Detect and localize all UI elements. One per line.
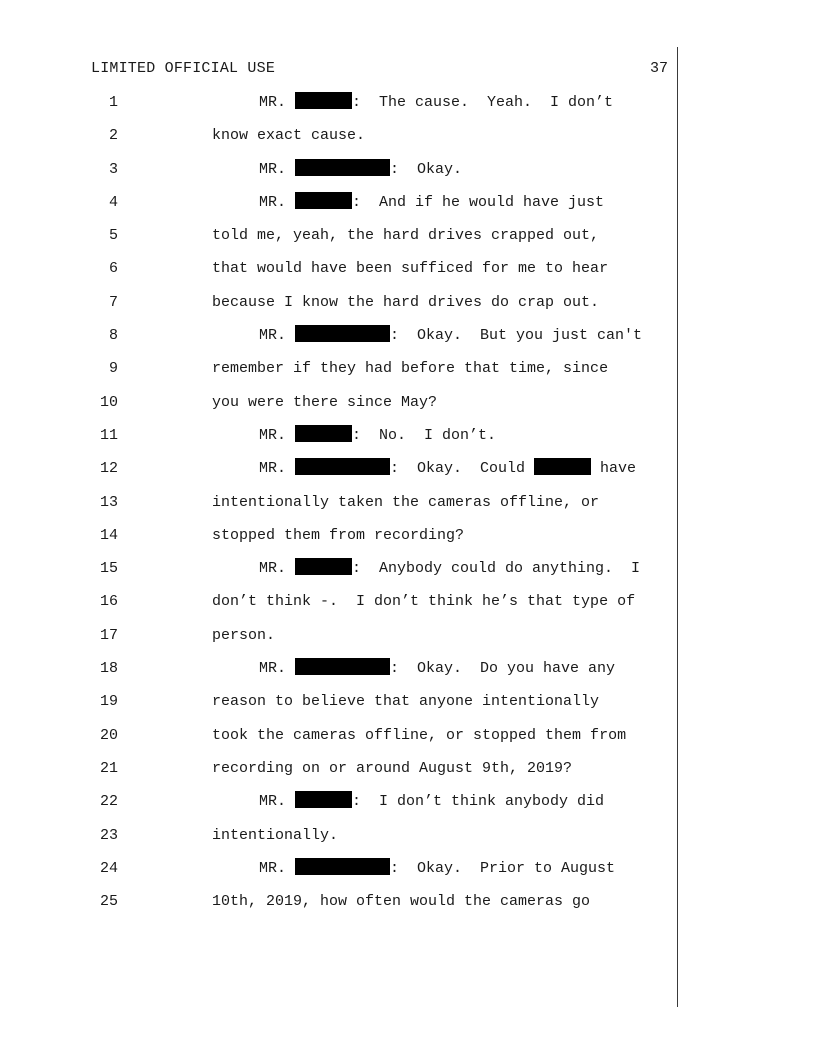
- line-number: 10: [99, 393, 118, 411]
- text-segment: : The cause. Yeah. I don’t: [352, 94, 614, 111]
- text-segment: MR.: [259, 160, 296, 178]
- line-text: [212, 691, 599, 713]
- transcript-line: [0, 92, 700, 125]
- line-text: [212, 258, 608, 280]
- text-segment: intentionally.: [212, 826, 339, 844]
- text-segment: know exact cause.: [212, 127, 366, 145]
- line-text: [212, 292, 599, 314]
- text-segment: remember if they had before that time, since: [212, 360, 609, 378]
- text-segment: : Okay. Could: [390, 460, 535, 478]
- transcript-line: [0, 492, 700, 525]
- text-segment: told me, yeah, the hard drives crapped out,: [212, 227, 600, 245]
- text-segment: : And if he would have just: [352, 193, 605, 211]
- line-number: 7: [108, 293, 118, 311]
- line-text: [259, 92, 613, 114]
- line-number: 3: [108, 160, 118, 178]
- text-segment: because I know the hard drives do crap out.: [212, 293, 600, 311]
- text-segment: : No. I don’t.: [352, 426, 497, 444]
- text-segment: MR.: [259, 327, 296, 345]
- transcript-line: [0, 358, 700, 391]
- classification-header: LIMITED OFFICIAL USE: [91, 60, 276, 77]
- line-number: 22: [99, 793, 118, 811]
- redaction-block: [295, 858, 390, 875]
- text-segment: MR.: [259, 460, 296, 478]
- redaction-block: [295, 425, 352, 442]
- transcript-line: [0, 159, 700, 192]
- line-number: 11: [99, 426, 118, 444]
- line-text: [259, 658, 615, 680]
- text-segment: : Okay.: [390, 160, 463, 178]
- line-number: 20: [99, 726, 118, 744]
- transcript-line: [0, 825, 700, 858]
- transcript-line: [0, 225, 700, 258]
- text-segment: MR.: [259, 859, 296, 877]
- transcript-line: [0, 525, 700, 558]
- transcript-line: [0, 258, 700, 291]
- line-text: [212, 225, 599, 247]
- redaction-block: [295, 458, 390, 475]
- line-number: 8: [108, 327, 118, 345]
- transcript-line: [0, 392, 700, 425]
- text-segment: took the cameras offline, or stopped them from: [212, 726, 627, 744]
- redaction-block: [295, 558, 352, 575]
- text-segment: 10th, 2019, how often would the cameras go: [212, 893, 591, 911]
- text-segment: MR.: [259, 793, 296, 811]
- transcript-line: [0, 425, 700, 458]
- transcript-line: [0, 192, 700, 225]
- text-segment: recording on or around August 9th, 2019?: [212, 759, 573, 777]
- line-text: [212, 891, 590, 913]
- transcript-line: [0, 658, 700, 691]
- line-number: 19: [99, 693, 118, 711]
- text-segment: MR.: [259, 94, 296, 111]
- line-text: [212, 825, 338, 847]
- line-number: 14: [99, 526, 118, 544]
- page-number: 37: [649, 60, 668, 77]
- transcript-line: [0, 858, 700, 891]
- redaction-block: [295, 192, 352, 209]
- redaction-block: [295, 92, 352, 109]
- line-number: 23: [99, 826, 118, 844]
- line-number: 25: [99, 893, 118, 911]
- line-text: [212, 125, 365, 147]
- text-segment: you were there since May?: [212, 393, 438, 411]
- transcript-line: [0, 591, 700, 624]
- line-number: 18: [99, 660, 118, 678]
- redaction-block: [295, 791, 352, 808]
- line-text: [212, 358, 608, 380]
- text-segment: stopped them from recording?: [212, 526, 465, 544]
- text-segment: MR.: [259, 660, 296, 678]
- transcript-line: [0, 458, 700, 491]
- transcript-line: [0, 891, 700, 924]
- line-number: 17: [99, 626, 118, 644]
- line-number: 4: [108, 193, 118, 211]
- line-number: 16: [99, 593, 118, 611]
- line-number: 9: [108, 360, 118, 378]
- text-segment: reason to believe that anyone intentionally: [212, 693, 600, 711]
- text-segment: person.: [212, 626, 276, 644]
- line-number: 24: [99, 859, 118, 877]
- line-text: [259, 858, 615, 880]
- text-segment: : I don’t think anybody did: [352, 793, 605, 811]
- line-text: [259, 192, 604, 214]
- line-number: 6: [108, 260, 118, 278]
- line-number: 13: [99, 493, 118, 511]
- transcript-line: [0, 125, 700, 158]
- line-number: 12: [99, 460, 118, 478]
- line-text: [259, 558, 640, 580]
- line-text: [259, 791, 604, 813]
- text-segment: that would have been sufficed for me to hear: [212, 260, 609, 278]
- text-segment: MR.: [259, 560, 296, 578]
- line-text: [212, 758, 572, 780]
- line-text: [212, 392, 437, 414]
- line-text: [212, 591, 635, 613]
- redaction-block: [295, 325, 390, 342]
- line-number: 2: [108, 127, 118, 145]
- transcript-lines: [0, 92, 700, 924]
- line-text: [212, 625, 275, 647]
- line-number: 21: [99, 759, 118, 777]
- line-text: [259, 159, 462, 181]
- transcript-line: [0, 791, 700, 824]
- text-segment: : Okay. But you just can't: [390, 327, 643, 345]
- transcript-line: [0, 691, 700, 724]
- line-text: [212, 492, 599, 514]
- text-segment: have: [591, 460, 637, 478]
- text-segment: intentionally taken the cameras offline, or: [212, 493, 600, 511]
- text-segment: MR.: [259, 193, 296, 211]
- text-segment: MR.: [259, 426, 296, 444]
- transcript-line: [0, 325, 700, 358]
- transcript-line: [0, 558, 700, 591]
- line-text: [212, 525, 464, 547]
- redaction-block: [534, 458, 591, 475]
- line-text: [259, 458, 636, 480]
- transcript-line: [0, 292, 700, 325]
- transcript-line: [0, 625, 700, 658]
- transcript-line: [0, 758, 700, 791]
- text-segment: : Okay. Prior to August: [390, 859, 616, 877]
- line-number: 1: [108, 94, 118, 111]
- line-text: [212, 725, 626, 747]
- redaction-block: [295, 658, 390, 675]
- line-number: 15: [99, 560, 118, 578]
- transcript-line: [0, 725, 700, 758]
- text-segment: don’t think -. I don’t think he’s that type of: [212, 593, 636, 611]
- text-segment: : Okay. Do you have any: [390, 660, 616, 678]
- line-text: [259, 425, 496, 447]
- text-segment: : Anybody could do anything. I: [352, 560, 641, 578]
- redaction-block: [295, 159, 390, 176]
- line-text: [259, 325, 642, 347]
- line-number: 5: [108, 227, 118, 245]
